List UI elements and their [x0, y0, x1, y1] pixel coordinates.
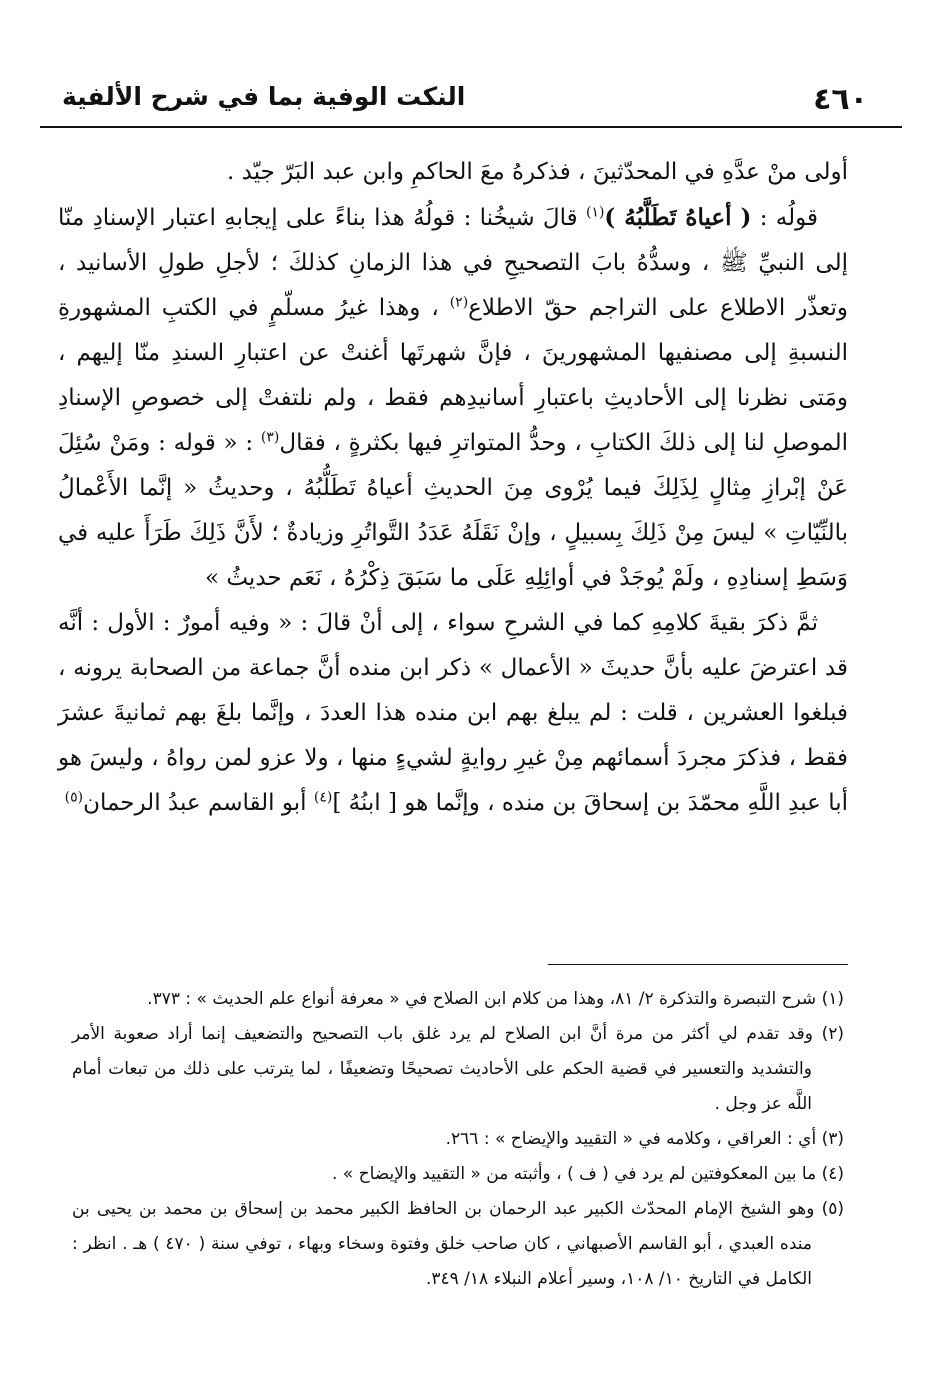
footnote-1: (١) شرح التبصرة والتذكرة ٢/ ٨١، وهذا من كلام ابن الصلاح في « معرفة أنواع علم الحديث » : ٣٧٣.	[147, 989, 844, 1009]
footnote-5: (٥) وهو الشيخ الإمام المحدّث الكبير عبد الرحمان بن الحافظ الكبير محمد بن إسحاق بن محمد بن يحيى بن منده العبدي ، أبو القاسم الأصبهاني ، كان صاحب خلق وفتوة وسخاء وبهاء ، توفي سنة ( ٤٧٠ ) هـ . انظر : الكامل في التاريخ ١٠/ ١٠٨، وسير أعلام النبلاء ١٨/ ٣٤٩.	[72, 1199, 844, 1289]
footnotes	[72, 982, 844, 1297]
paragraph-2	[58, 195, 848, 601]
footnote-4: (٤) ما بين المعكوفتين لم يرد في ( ف ) ، وأثبته من « التقييد والإيضاح » .	[331, 1164, 844, 1184]
paragraph-2-text-c: : « قوله : ومَنْ سُئِلَ عَنْ إبْرازِ مِثالٍ لِذَلِكَ فيما يُرْوى مِنَ الحديثِ أعياهُ تَطَلُّبُهُ ، وحديثُ « إنَّما الأَعْمالُ بالنِّيّاتِ » ليسَ مِنْ ذَلِكَ بِسبيلٍ ، وإنْ نَقَلَهُ عَدَدُ التَّواتُرِ وزيادةٌ ؛ لأَنَّ ذَلِكَ طَرَأَ عليه في وَسَطِ إسنادِهِ ، ولَمْ يُوجَدْ في أوائِلِهِ عَلَى ما سَبَقَ ذِكْرُهُ ، نَعَم حديثُ »	[58, 430, 848, 591]
quoted-phrase: ( أعياهُ تَطَلَّبُهُ )	[604, 204, 752, 231]
paragraph-3	[58, 601, 848, 826]
running-title: النكت الوفية بما في شرح الألفية	[62, 82, 466, 111]
paragraph-2-text-b: ، وهذا غيرُ مسلّمٍ في الكتبِ المشهورةِ النسبةِ إلى مصنفيها المشهورينَ ، فإنَّ شهرتَها أغنتْ عن اعتبارِ السندِ منّا إليهم ، ومَتى نظرنا إلى الأحاديثِ باعتبارِ أسانيدِهم فقط ، ولم نلتفتْ إلى خصوصِ الإسنادِ الموصلِ لنا إلى ذلكَ الكتابِ ، وحدُّ المتواترِ فيها بكثرةٍ ، فقال	[58, 295, 849, 456]
page-header	[40, 76, 902, 128]
main-text	[58, 150, 848, 826]
paragraph-2-lead: قولُه :	[751, 205, 818, 231]
footnote-ref-3: (٣)	[260, 429, 280, 446]
paragraph-2-text-a: قالَ شيخُنا : قولُهُ هذا بناءً على إيجابهِ اعتبار الإسنادِ منّا إلى النبيِّ ﷺ ، وسدُّهُ بابَ التصحيحِ في هذا الزمانِ كذلكَ ؛ لأجلِ طولِ الأسانيد ، وتعذّر الاطلاع على التراجم حقّ الاطلاع	[58, 205, 848, 321]
footnote-ref-4: (٤)	[313, 789, 333, 806]
footnote-2: (٢) وقد تقدم لي أكثر من مرة أنَّ ابن الصلاح لم يرد غلق باب التصحيح والتضعيف إنما أراد صعوبة الأمر والتشديد والتعسير في قضية الحكم على الأحاديث تصحيحًا وتضعيفًا ، لما يترتب على ذلك من تبعات أمام اللَّه عز وجل .	[72, 1024, 844, 1114]
footnote-ref-1: (١)	[585, 204, 605, 221]
page-number: ٤٦٠	[813, 82, 868, 117]
header-rule	[40, 126, 902, 128]
paragraph-1: أولى منْ عدَّهِ في المحدّثينَ ، فذكرهُ معَ الحاكمِ وابن عبد البَرّ جيّد .	[227, 159, 848, 185]
footnote-ref-2: (٢)	[449, 294, 469, 311]
paragraph-3-text-a: ثمَّ ذكرَ بقيةَ كلامِهِ كما في الشرحِ سواء ، إلى أنْ قالَ : « وفيه أمورٌ : الأول : أنَّه قد اعترضَ عليه بأنَّ حديثَ « الأعمال » ذكر ابن منده أنَّ جماعة من الصحابة يرونه ، فبلغوا العشرين ، قلت : لم يبلغ بهم ابن منده هذا العددَ ، وإنَّما بلغَ بهم ثمانيةَ عشرَ فقط ، فذكرَ مجردَ أسمائهم مِنْ غيرِ روايةٍ لشيءٍ منها ، ولا عزو لمن رواهُ ، وليسَ هو أبا عبدِ اللَّهِ محمّدَ بن إسحاقَ بن منده ، وإنَّما هو [ ابنُهُ ]	[58, 610, 848, 816]
footnote-3: (٣) أي : العراقي ، وكلامه في « التقييد والإيضاح » : ٢٦٦.	[445, 1129, 844, 1149]
paragraph-3-text-b: أبو القاسم عبدُ الرحمان	[83, 790, 314, 816]
footnote-ref-5: (٥)	[64, 789, 84, 806]
footnote-rule	[548, 964, 848, 965]
